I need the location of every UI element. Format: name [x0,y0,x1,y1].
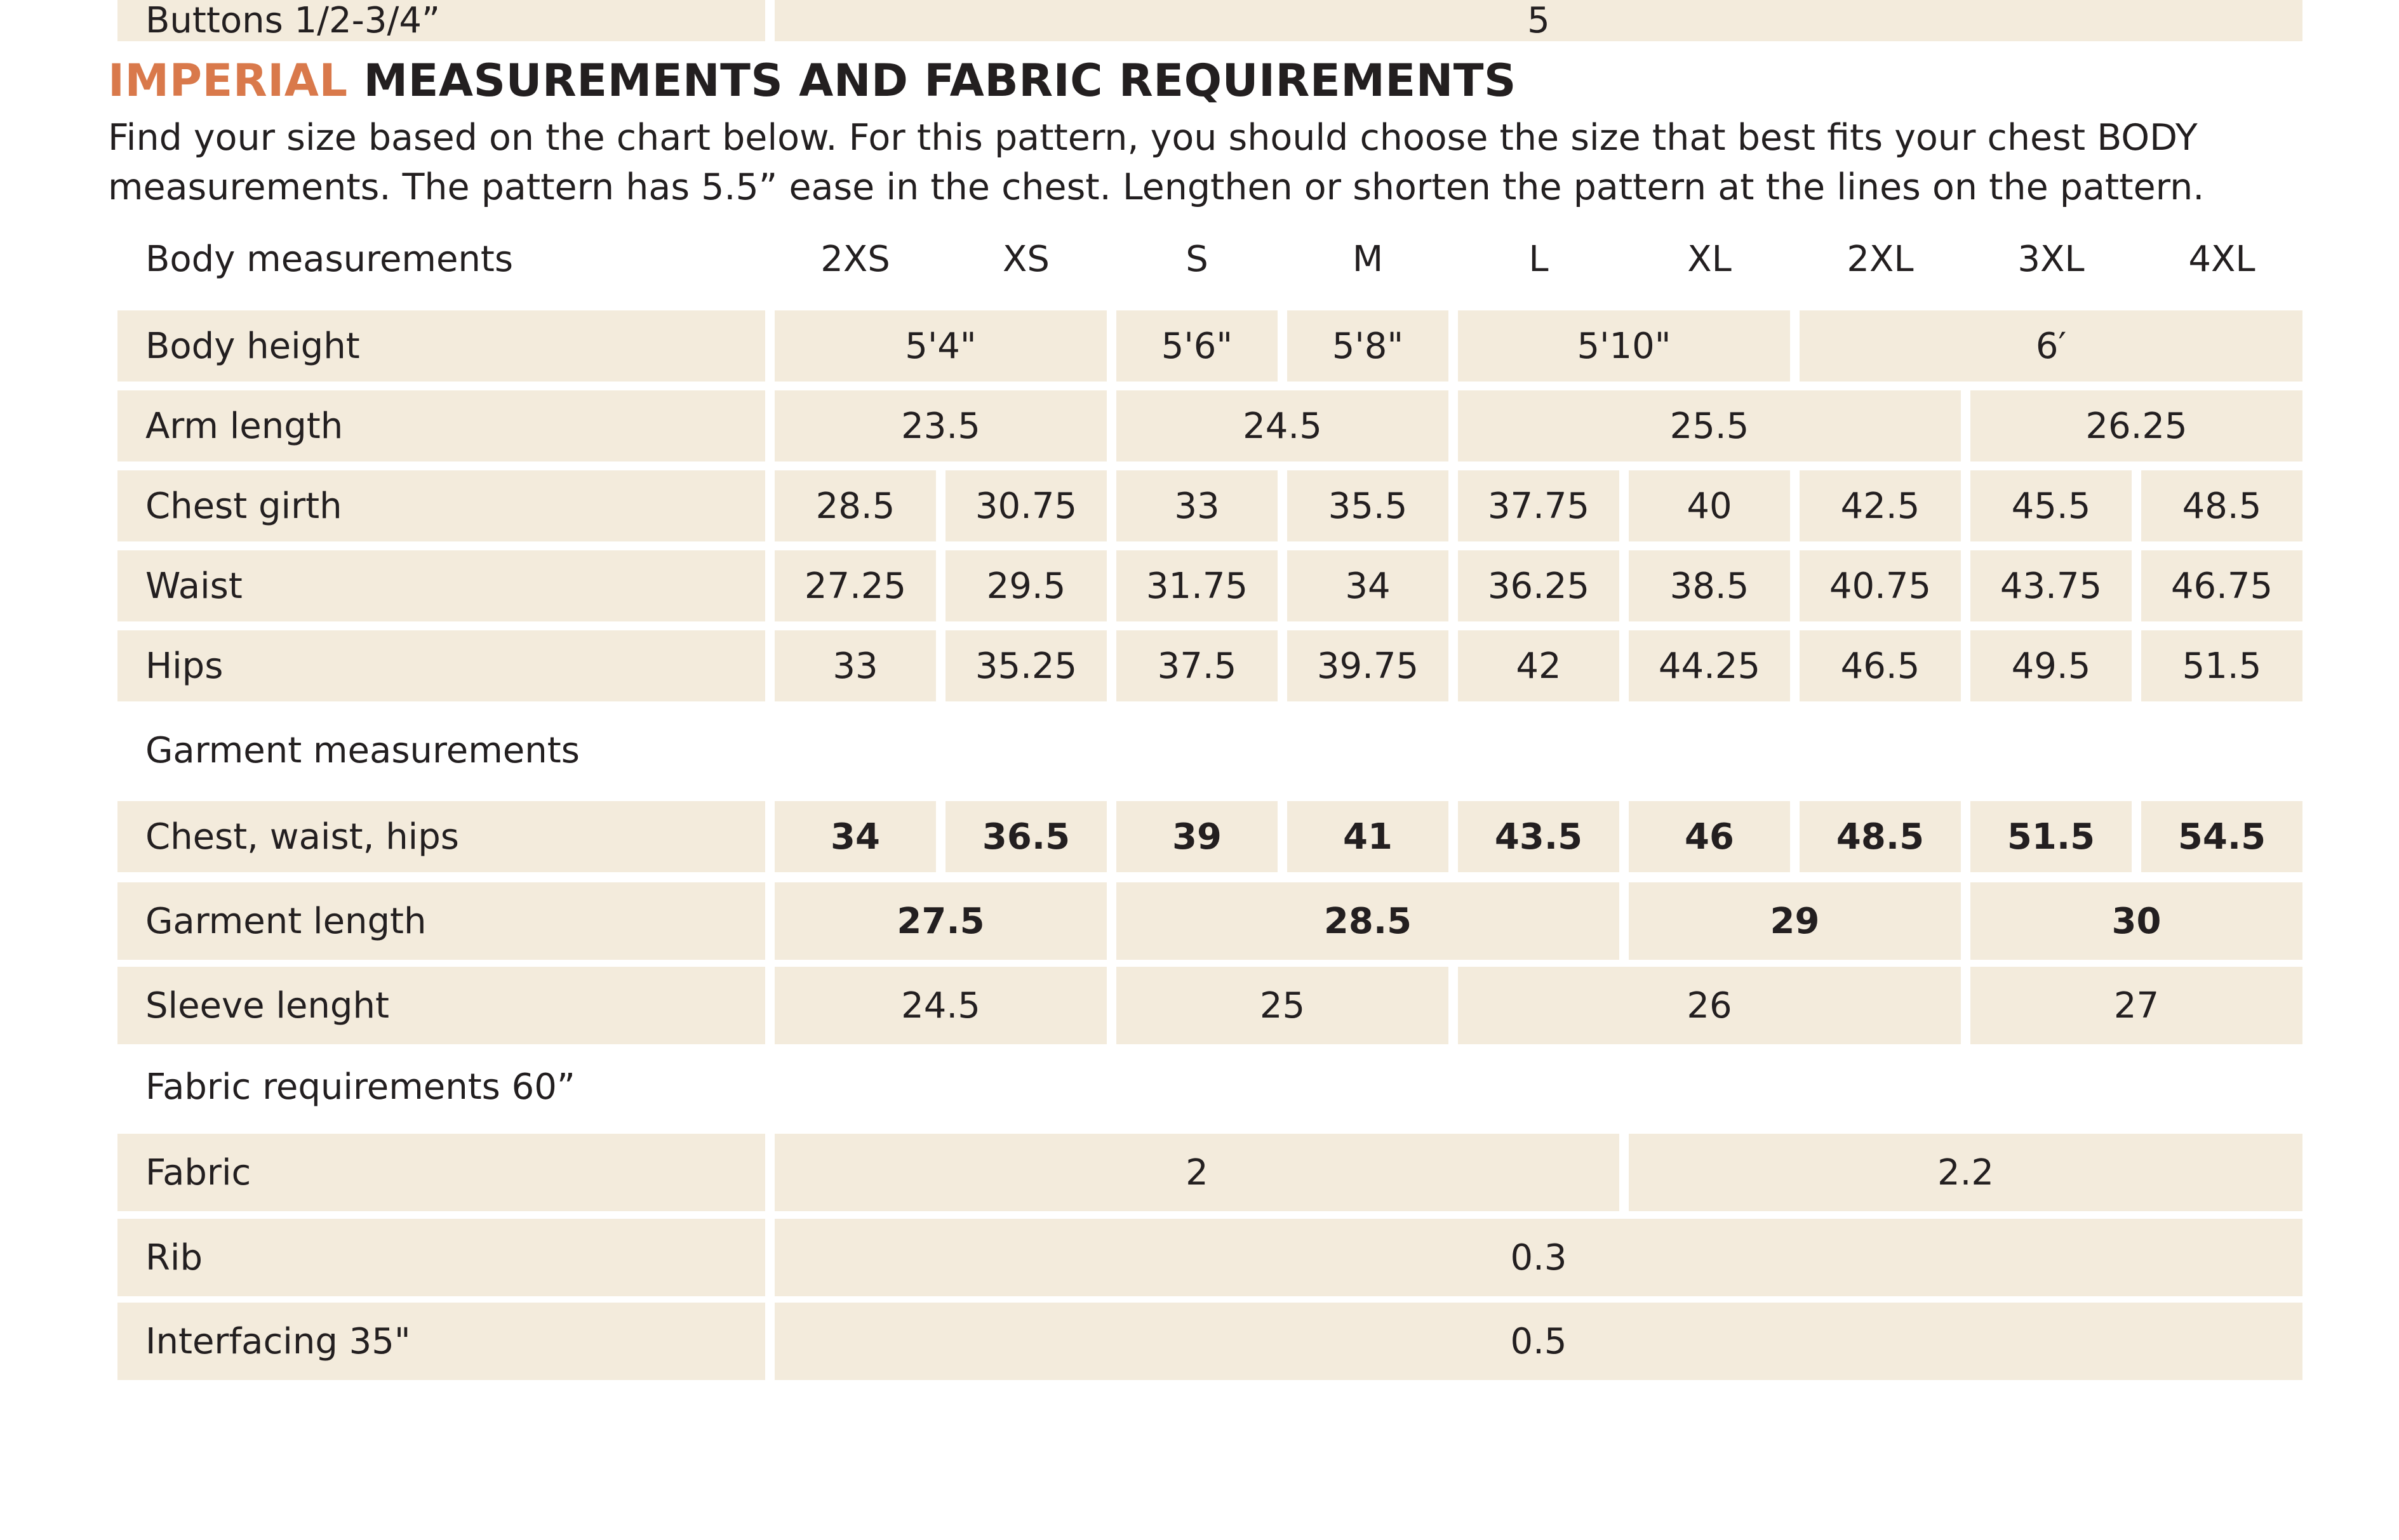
table-cell: 43.75 [1970,550,2132,621]
table-cell: 34 [1287,550,1448,621]
row-label-garment-length: Garment length [117,882,765,960]
row-label-arm-length: Arm length [117,390,765,461]
table-cell: 39 [1116,801,1278,872]
row-label-hips: Hips [117,630,765,701]
row-label-chest-girth: Chest girth [117,470,765,541]
section-label-fabric-requirements-60: Fabric requirements 60” [145,1066,575,1108]
table-cell: 29.5 [946,550,1107,621]
table-cell: 27 [1970,967,2302,1044]
table-cell: 37.75 [1458,470,1619,541]
table-cell: 35.25 [946,630,1107,701]
size-header-2xl: 2XL [1847,238,1914,280]
table-cell: 39.75 [1287,630,1448,701]
table-cell: 48.5 [2141,470,2302,541]
table-cell: 37.5 [1116,630,1278,701]
table-cell: 33 [1116,470,1278,541]
table-cell: 49.5 [1970,630,2132,701]
title-accent: IMPERIAL [108,55,348,107]
table-cell: 54.5 [2141,801,2302,872]
table-cell: 5'6" [1116,310,1278,382]
table-cell: 51.5 [2141,630,2302,701]
table-cell: 25 [1116,967,1448,1044]
table-cell: 5'8" [1287,310,1448,382]
table-cell: 27.5 [775,882,1107,960]
table-cell: 33 [775,630,936,701]
table-cell: 30 [1970,882,2302,960]
row-label-fabric: Fabric [117,1134,765,1211]
table-cell: 28.5 [1116,882,1619,960]
row-label-waist: Waist [117,550,765,621]
table-cell: 0.3 [775,1219,2302,1296]
table-cell: 46.5 [1800,630,1961,701]
intro-text [108,113,2330,212]
size-header-3xl: 3XL [2017,238,2085,280]
size-header-m: M [1352,238,1384,280]
table-cell: 41 [1287,801,1448,872]
row-label-sleeve-lenght: Sleeve lenght [117,967,765,1044]
table-cell: 29 [1629,882,1961,960]
table-cell: 30.75 [946,470,1107,541]
table-cell: 36.5 [946,801,1107,872]
table-cell: 6′ [1800,310,2302,382]
table-cell: 0.5 [775,1303,2302,1380]
table-cell: 27.25 [775,550,936,621]
table-cell: 5'4" [775,310,1107,382]
page-title [108,52,1516,109]
table-cell: 42 [1458,630,1619,701]
row-label-rib: Rib [117,1219,765,1296]
table-cell: 40 [1629,470,1790,541]
table-cell: 24.5 [1116,390,1448,461]
size-header-xl: XL [1687,238,1732,280]
table-cell: 46.75 [2141,550,2302,621]
table-cell: 5'10" [1458,310,1790,382]
table-cell: 51.5 [1970,801,2132,872]
table-cell: 2.2 [1629,1134,2302,1211]
table-cell: 34 [775,801,936,872]
table-cell: 23.5 [775,390,1107,461]
size-header-xs: XS [1003,238,1050,280]
table-cell: 44.25 [1629,630,1790,701]
intro-line-2: measurements. The pattern has 5.5” ease in the chest. Lengthen or shorten the pattern at the lines on the pattern. [108,166,2205,208]
table-cell: 5 [775,0,2302,41]
table-cell: 38.5 [1629,550,1790,621]
header-label-body-measurements: Body measurements [145,238,514,280]
table-cell: 26 [1458,967,1961,1044]
section-label-garment-measurements: Garment measurements [145,729,580,771]
size-header-4xl: 4XL [2188,238,2255,280]
size-header-l: L [1528,238,1549,280]
title-rest: MEASUREMENTS AND FABRIC REQUIREMENTS [363,55,1516,107]
table-cell: 46 [1629,801,1790,872]
table-cell: 28.5 [775,470,936,541]
table-cell: 24.5 [775,967,1107,1044]
table-cell: 36.25 [1458,550,1619,621]
table-cell: 43.5 [1458,801,1619,872]
table-cell: 48.5 [1800,801,1961,872]
size-header-s: S [1186,238,1208,280]
table-cell: 42.5 [1800,470,1961,541]
table-cell: 31.75 [1116,550,1278,621]
row-label-buttons-1-2-3-4: Buttons 1/2-3/4” [117,0,765,41]
row-label-interfacing-35: Interfacing 35" [117,1303,765,1380]
row-label-body-height: Body height [117,310,765,382]
table-cell: 2 [775,1134,1619,1211]
intro-line-1: Find your size based on the chart below. For this pattern, you should choose the size that best fits your chest BODY [108,117,2198,159]
table-cell: 45.5 [1970,470,2132,541]
table-cell: 40.75 [1800,550,1961,621]
size-header-2xs: 2XS [820,238,890,280]
table-cell: 26.25 [1970,390,2302,461]
table-cell: 25.5 [1458,390,1961,461]
row-label-chest-waist-hips: Chest, waist, hips [117,801,765,872]
table-cell: 35.5 [1287,470,1448,541]
